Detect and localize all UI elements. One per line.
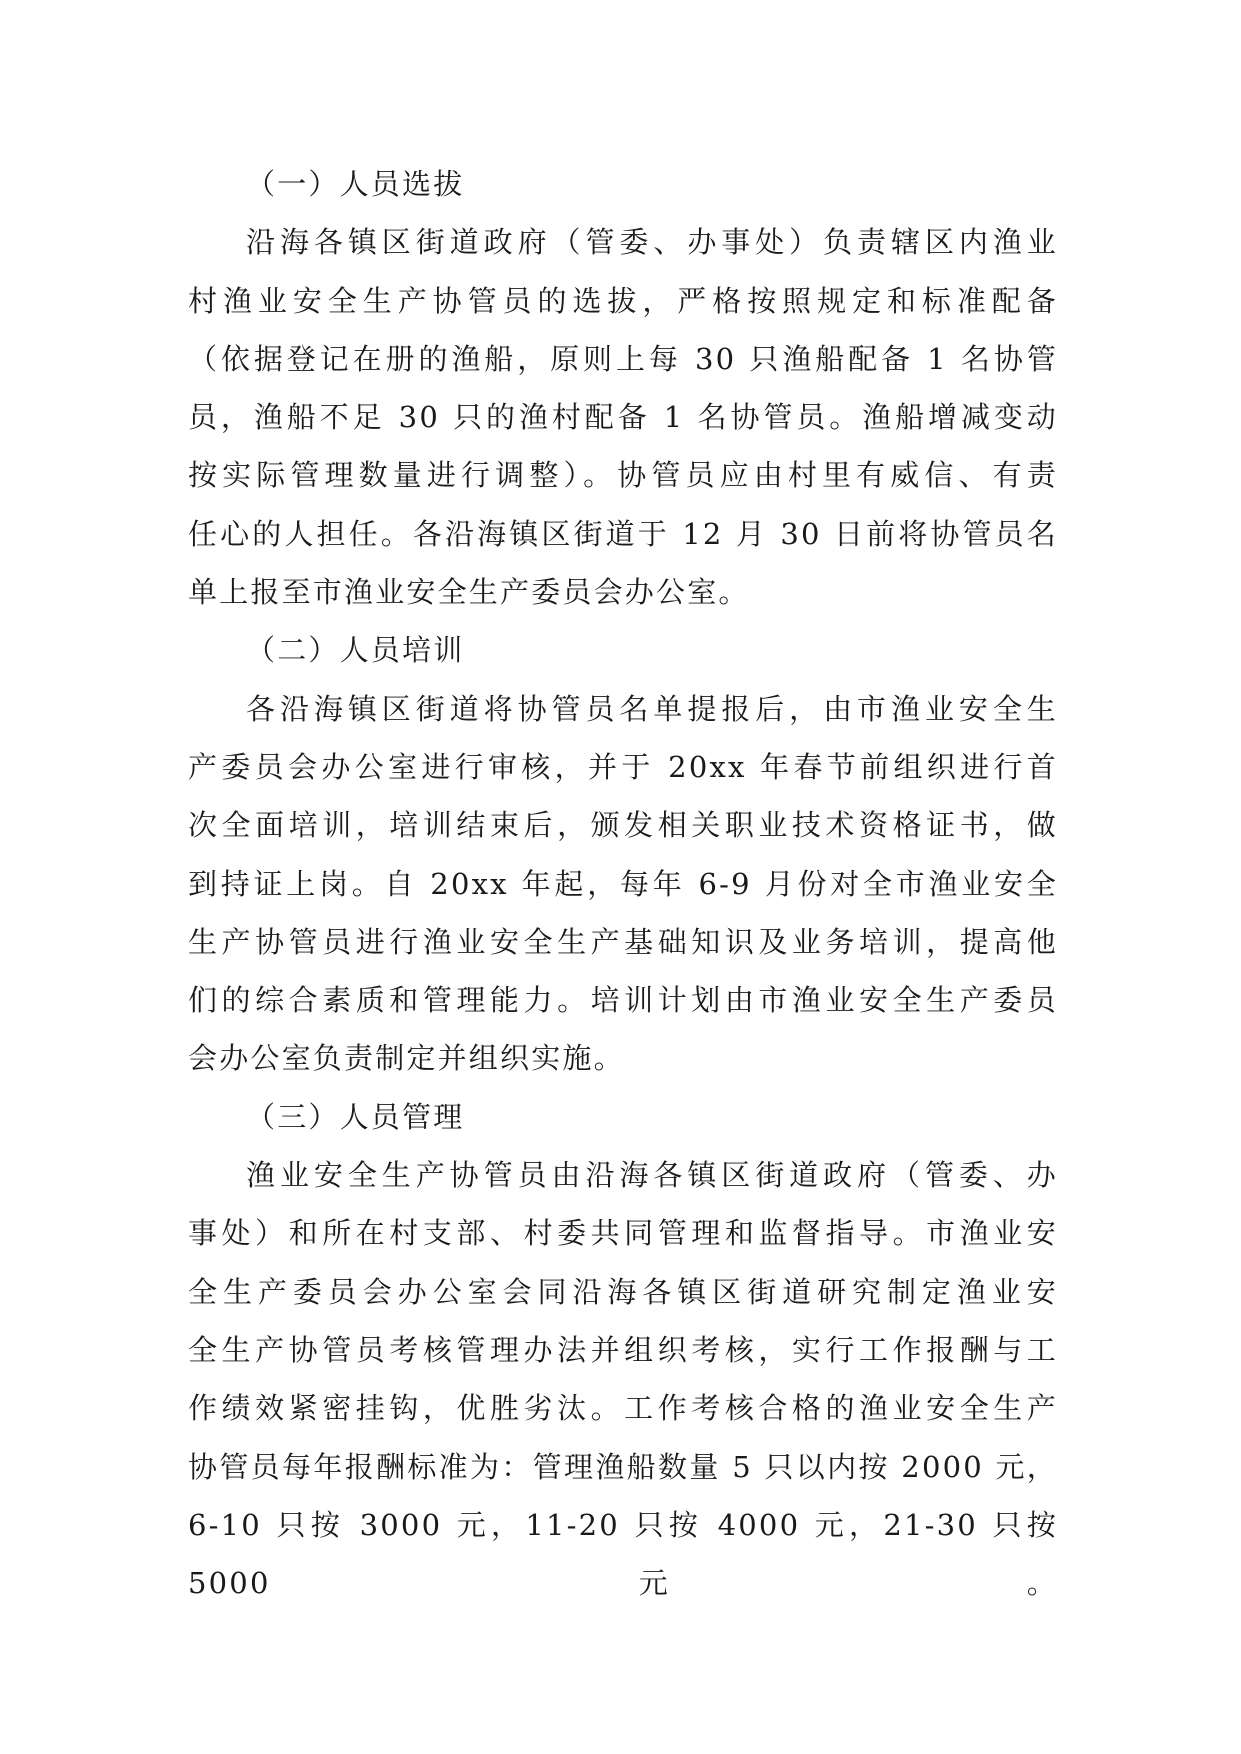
paragraph-line: 任心的人担任。各沿海镇区街道于 12 月 30 日前将协管员名 <box>188 516 1058 551</box>
paragraph-line: 会办公室负责制定并组织实施。 <box>188 1041 625 1076</box>
paragraph-line: 员，渔船不足 30 只的渔村配备 1 名协管员。渔船增减变动 <box>188 400 1058 435</box>
section-heading-training: （二）人员培训 <box>246 633 465 668</box>
paragraph-line: 沿海各镇区街道政府（管委、办事处）负责辖区内渔业 <box>246 225 1058 260</box>
paragraph-line: 事处）和所在村支部、村委共同管理和监督指导。市渔业安 <box>188 1216 1058 1251</box>
section-heading-management: （三）人员管理 <box>246 1099 465 1134</box>
paragraph-line: 渔业安全生产协管员由沿海各镇区街道政府（管委、办 <box>246 1158 1058 1193</box>
paragraph-line: 村渔业安全生产协管员的选拔，严格按照规定和标准配备 <box>188 283 1058 318</box>
paragraph-line: 单上报至市渔业安全生产委员会办公室。 <box>188 575 750 610</box>
paragraph-line: 们的综合素质和管理能力。培训计划由市渔业安全生产委员 <box>188 983 1058 1018</box>
paragraph-line: 作绩效紧密挂钩，优胜劣汰。工作考核合格的渔业安全生产 <box>188 1391 1058 1426</box>
paragraph-line: 产委员会办公室进行审核，并于 20xx 年春节前组织进行首 <box>188 749 1058 784</box>
paragraph-line: 生产协管员进行渔业安全生产基础知识及业务培训，提高他 <box>188 924 1058 959</box>
paragraph-line: 6-10 只按 3000 元，11-20 只按 4000 元，21-30 只按 5000 元。 <box>188 1507 1058 1601</box>
section-heading-selection: （一）人员选拔 <box>246 167 465 201</box>
document-body <box>188 155 1058 1601</box>
paragraph-line: 全生产协管员考核管理办法并组织考核，实行工作报酬与工 <box>188 1332 1058 1367</box>
paragraph-line: 全生产委员会办公室会同沿海各镇区街道研究制定渔业安 <box>188 1274 1058 1309</box>
paragraph-line: 各沿海镇区街道将协管员名单提报后，由市渔业安全生 <box>246 691 1058 726</box>
paragraph-line: 次全面培训，培训结束后，颁发相关职业技术资格证书，做 <box>188 808 1058 843</box>
paragraph-line: （依据登记在册的渔船，原则上每 30 只渔船配备 1 名协管 <box>188 341 1058 376</box>
paragraph-line: 到持证上岗。自 20xx 年起，每年 6-9 月份对全市渔业安全 <box>188 866 1058 901</box>
paragraph-line: 协管员每年报酬标准为：管理渔船数量 5 只以内按 2000 元， <box>188 1449 1058 1484</box>
paragraph-line: 按实际管理数量进行调整）。协管员应由村里有威信、有责 <box>188 458 1058 493</box>
